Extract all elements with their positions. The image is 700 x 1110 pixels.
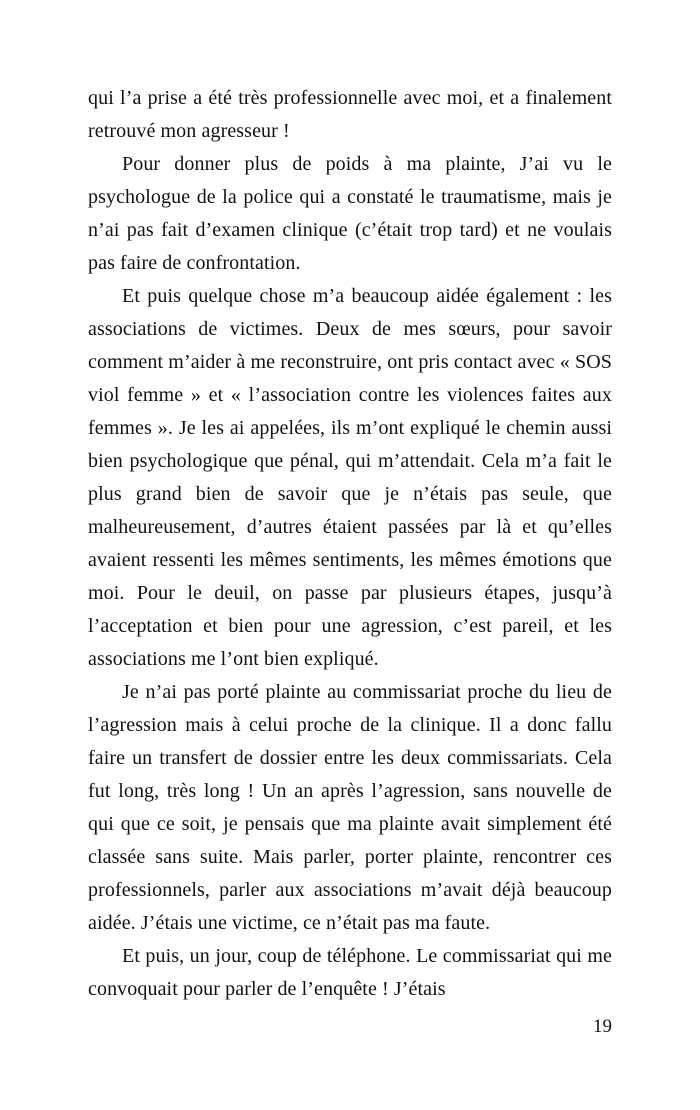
paragraph: Pour donner plus de poids à ma plainte, J’ai vu le psychologue de la police qui a constaté le traumatisme, mais je n’ai pas fait d’examen clinique (c’était trop tard) et ne voulais pas faire de confrontation.	[88, 153, 612, 274]
page-number: 19	[593, 1016, 612, 1037]
paragraph: Je n’ai pas porté plainte au commissariat proche du lieu de l’agression mais à celui proche de la clinique. Il a donc fallu faire un transfert de dossier entre les deux commissariats. Cela fut long, très long ! Un an après l’agression, sans nouvelle de qui que ce soit, je pensais que ma plainte avait simplement été classée sans suite. Mais parler, porter plainte, rencontrer ces professionnels, parler aux associations m’avait déjà beaucoup aidée. J’étais une victime, ce n’était pas ma faute.	[88, 681, 612, 934]
paragraph-continuation: qui l’a prise a été très professionnelle avec moi, et a finalement retrouvé mon agresseur !	[88, 87, 612, 142]
text-block	[88, 82, 612, 1006]
paragraph: Et puis, un jour, coup de téléphone. Le commissariat qui me convoquait pour parler de l’enquête ! J’étais	[88, 945, 612, 1000]
paragraph: Et puis quelque chose m’a beaucoup aidée également : les associations de victimes. Deux de mes sœurs, pour savoir comment m’aider à me reconstruire, ont pris contact avec « SOS viol femme » et « l’association contre les violences faites aux femmes ». Je les ai appelées, ils m’ont expliqué le chemin aussi bien psychologique que pénal, qui m’attendait. Cela m’a fait le plus grand bien de savoir que je n’étais pas seule, que malheureusement, d’autres étaient passées par là et qu’elles avaient ressenti les mêmes sentiments, les mêmes émotions que moi. Pour le deuil, on passe par plusieurs étapes, jusqu’à l’acceptation et bien pour une agression, c’est pareil, et les associations me l’ont bien expliqué.	[88, 285, 612, 670]
